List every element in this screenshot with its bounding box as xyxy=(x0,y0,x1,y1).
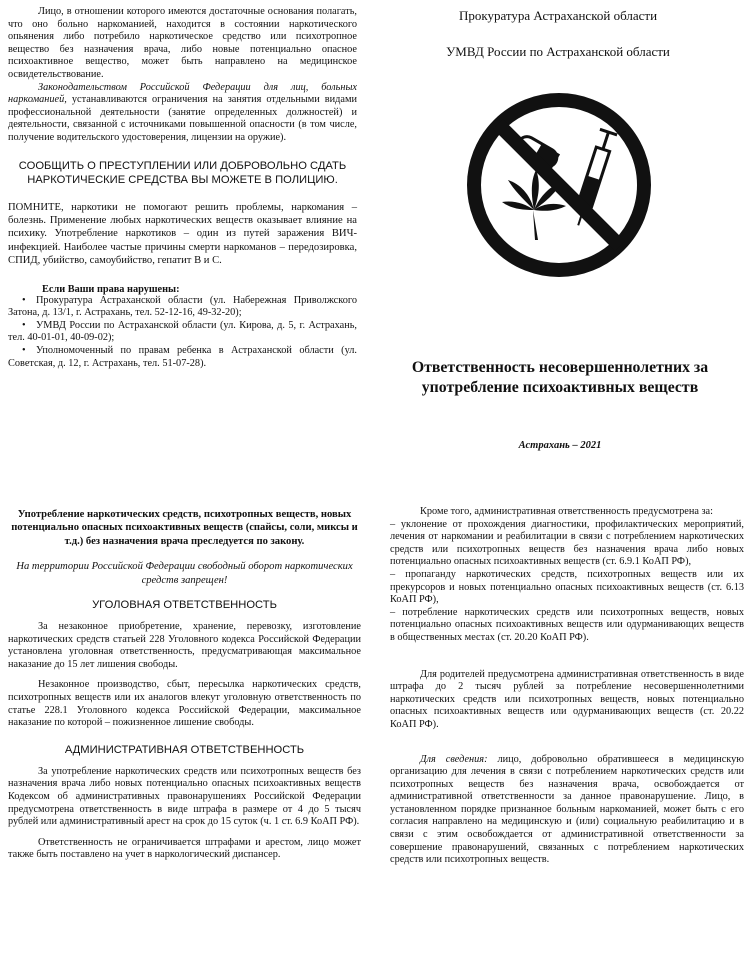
restrictions-text: устанавливаются ограничения на занятия отдельными видами профессиональной деятельности (занятие определенных должностей) и деятельности, связанной с источниками повышенной опасности (в том числе, получение водительского удостоверения, лицензии на оружие). xyxy=(8,94,357,143)
parents-liability: Для родителей предусмотрена административная ответственность в виде штрафа до 2 тысяч рублей за потребление несовершеннолетними наркотических средств или психотропных веществ, новых потенциально опасных психоактивных веществ или одурманивающих веществ (ст. 20.22 КоАП РФ). xyxy=(390,668,744,730)
medical-exam-paragraph: Лицо, в отношении которого имеются достаточные основания полагать, что оно больно наркоманией, находится в состоянии наркотического опьянения либо потребило наркотическое средство или психотропное вещество без назначения врача, либо новые потенциально опасное психоактивное вещество, может быть направлено на медицинское освидетельствование. xyxy=(8,6,357,80)
contact-ombudsman: • Уполномоченный по правам ребенка в Астраханской области (ул. Советская, д. 12, г. Астрахань, тел. 51-07-28). xyxy=(8,345,357,370)
panel-rights xyxy=(0,0,375,470)
admin-item-propaganda: – пропаганду наркотических средств, психотропных веществ или их прекурсоров и новых потенциально опасных психоактивных веществ (ст. 6.13 КоАП РФ), xyxy=(390,568,744,606)
criminal-article-228: За незаконное приобретение, хранение, перевозку, изготовление наркотических средств статьей 228 Уголовного кодекса Российской Федерации установлена уголовная ответственность, предусматривающая максимальное наказание до 15 лет лишения свободы. xyxy=(8,621,361,670)
report-heading: СООБЩИТЬ О ПРЕСТУПЛЕНИИ ИЛИ ДОБРОВОЛЬНО СДАТЬ НАРКОТИЧЕСКИЕ СРЕДСТВА ВЫ МОЖЕТЕ В ПОЛИЦИЮ. xyxy=(18,159,347,186)
panel-admin xyxy=(386,480,750,961)
admin-article-6-9: За употребление наркотических средств или психотропных веществ без назначения врача либо новых потенциально опасных психоактивных веществ Кодексом об административных правонарушениях Российской Федерации предусмотрена ответственность в виде штрафа в размере от 4 до 5 тысяч рублей или административный арест на срок до 15 суток (ч. 1 ст. 6.9 КоАП РФ). xyxy=(8,765,361,828)
admin-intro: Кроме того, административная ответственность предусмотрена за: xyxy=(420,506,713,517)
admin-item-evasion: – уклонение от прохождения диагностики, профилактических мероприятий, лечения от наркомании и реабилитации в связи с потреблением наркотических средств или психотропных веществ без назначения врача либо новых потенциально опасных психоактивных веществ (ст. 6.9.1 КоАП РФ), xyxy=(390,518,744,568)
admin-item-public-use: – потребление наркотических средств или психотропных веществ, новых потенциально опасных психоактивных веществ или одурманивающих веществ в общественных местах (ст. 20.20 КоАП РФ). xyxy=(390,606,744,643)
place-year: Астрахань – 2021 xyxy=(518,440,602,451)
info-label: Для сведения: xyxy=(420,753,488,765)
restrictions-lead: Законодательством Российской Федерации для лиц, больных наркоманией, xyxy=(8,81,357,106)
restrictions-paragraph xyxy=(8,82,357,145)
rights-heading: Если Ваши права нарушены: xyxy=(42,283,180,295)
free-circulation-note: На территории Российской Федерации свободный оборот наркотических средств запрещен! xyxy=(16,561,353,586)
admin-registration-note: Ответственность не ограничивается штрафами и арестом, лицо может также быть поставлено на учет в наркологический диспансер. xyxy=(8,836,361,861)
info-text: лицо, добровольно обратившееся в медицинскую организацию для лечения в связи с потреблением наркотических средств или психотропных веществ без назначения врача, освобождается от административной ответственности за данное правонарушение. Лицо, в установленном порядке признанное больным наркоманией, может быть с его согласия направлено на медицинскую и (или) социальную реабилитацию и в связи с этим освобождается от административной ответственности за совершение правонарушений, связанных с потреблением наркотических средств или психотропных веществ. xyxy=(390,753,744,866)
contacts-list xyxy=(8,295,357,371)
org-police: УМВД России по Астраханской области xyxy=(446,44,670,59)
criminal-heading: УГОЛОВНАЯ ОТВЕТСТВЕННОСТЬ xyxy=(92,599,277,612)
contact-police: • УМВД России по Астраханской области (ул. Кирова, д. 5, г. Астрахань, тел. 40-01-01, 40-09-02); xyxy=(8,320,357,345)
org-prosecutor: Прокуратура Астраханской области xyxy=(458,8,658,23)
no-drugs-sign-icon xyxy=(464,90,654,280)
criminal-article-228-1: Незаконное производство, сбыт, пересылка наркотических средств, психотропных веществ или их аналогов влекут уголовную ответственность по статье 228.1 Уголовного кодекса Российской Федерации, максимальное наказание по которой – пожизненное лишение свободы. xyxy=(8,679,361,729)
panel-cover xyxy=(378,0,750,470)
panel-criminal xyxy=(0,480,375,961)
admin-heading: АДМИНИСТРАТИВНАЯ ОТВЕТСТВЕННОСТЬ xyxy=(64,743,305,756)
info-paragraph xyxy=(390,754,744,867)
remember-paragraph: ПОМНИТЕ, наркотики не помогают решить проблемы, наркомания – болезнь. Применение любых наркотических веществ оказывает влияние на психику. Употребление наркотиков – один из путей заражения ВИЧ-инфекцией. Наиболее частые причины смерти наркоманов – передозировка, СПИД, убийство, самоубийство, гепатит В и С. xyxy=(8,201,357,267)
intro-warning: Употребление наркотических средств, психотропных веществ, новых потенциально опасных психоактивных веществ (спайсы, соли, миксы и т.д.) без назначения врача преследуется по закону. xyxy=(11,509,358,547)
contact-prosecutor: • Прокуратура Астраханской области (ул. Набережная Приволжского Затона, д. 13/1, г. Астрахань, тел. 52-12-16, 49-32-20); xyxy=(8,295,357,320)
cover-title: Ответственность несовершеннолетних за употребление психоактивных веществ xyxy=(411,359,709,396)
